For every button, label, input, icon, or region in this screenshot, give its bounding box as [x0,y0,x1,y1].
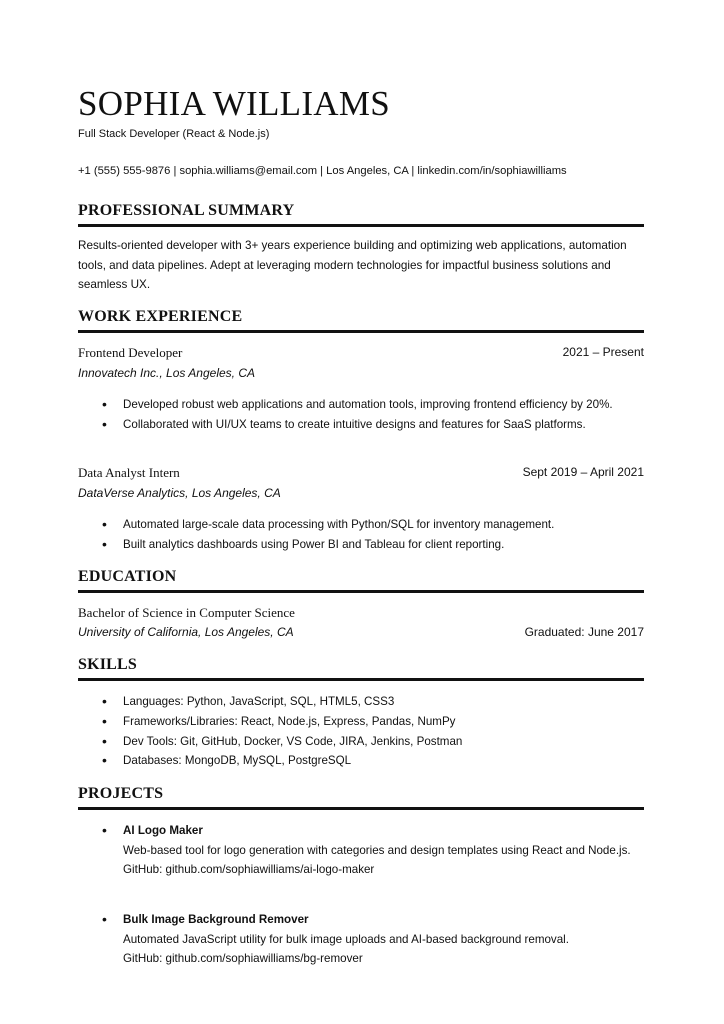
bullet-icon: • [102,822,107,838]
skills-section-header [78,655,644,681]
education-divider [78,590,644,593]
project-details [123,821,644,880]
list-item: • Collaborated with UI/UX teams to create intuitive designs and features for SaaS platforms. [78,415,644,435]
project-title: AI Logo Maker [123,824,203,837]
list-item: • Dev Tools: Git, GitHub, Docker, VS Code, JIRA, Jenkins, Postman [78,732,644,752]
project-link[interactable]: GitHub: github.com/sophiawilliams/ai-logo-maker [123,863,375,876]
experience-heading: WORK EXPERIENCE [78,308,243,325]
projects-heading: PROJECTS [78,785,164,802]
job-org: Innovatech Inc., Los Angeles, CA [78,366,255,380]
bullet-icon: • [102,911,107,927]
graduation-date: Graduated: June 2017 [524,625,644,639]
candidate-title: Full Stack Developer (React & Node.js) [78,128,270,140]
job-title: Data Analyst Intern [78,465,180,480]
summary-heading: PROFESSIONAL SUMMARY [78,202,295,219]
skills-heading: SKILLS [78,656,138,673]
list-item: • Frameworks/Libraries: React, Node.js, Express, Pandas, NumPy [78,712,644,732]
projects-section-header [78,784,644,810]
project-description: Automated JavaScript utility for bulk image uploads and AI-based background removal. [123,932,569,946]
job-bullets [78,515,644,555]
skills-divider [78,678,644,681]
job-bullets [78,395,644,435]
education-heading: EDUCATION [78,568,177,585]
summary-section-header [78,201,644,227]
list-item: • Automated large-scale data processing with Python/SQL for inventory management. [78,515,644,535]
project-description: Web-based tool for logo generation with categories and design templates using React and Node.js. [123,843,631,857]
experience-section-header [78,307,644,333]
summary-divider [78,224,644,227]
project-link[interactable]: GitHub: github.com/sophiawilliams/bg-remover [123,952,363,965]
summary-text: Results-oriented developer with 3+ years experience building and optimizing web applications, automation tools, and data pipelines. Adept at leveraging modern technologies for impactful business solutions and seamless UX. [78,239,627,291]
list-item: • Databases: MongoDB, MySQL, PostgreSQL [78,751,644,771]
project-details [123,910,644,969]
contact-line: +1 (555) 555-9876 | sophia.williams@email.com | Los Angeles, CA | linkedin.com/in/sophiawilliams [78,165,567,177]
job-title: Frontend Developer [78,345,183,360]
job-org: DataVerse Analytics, Los Angeles, CA [78,486,281,500]
school-name: University of California, Los Angeles, CA [78,625,294,639]
experience-divider [78,330,644,333]
education-section-header [78,567,644,593]
job-dates: Sept 2019 – April 2021 [522,465,644,479]
list-item: • Languages: Python, JavaScript, SQL, HTML5, CSS3 [78,692,644,712]
list-item: • Developed robust web applications and automation tools, improving frontend efficiency by 20%. [78,395,644,415]
job-dates: 2021 – Present [562,345,644,359]
degree-title: Bachelor of Science in Computer Science [78,605,295,620]
projects-divider [78,807,644,810]
candidate-name: SOPHIA WILLIAMS [78,84,391,123]
skills-list [78,692,644,771]
list-item: • Built analytics dashboards using Power BI and Tableau for client reporting. [78,535,644,555]
project-title: Bulk Image Background Remover [123,913,309,926]
